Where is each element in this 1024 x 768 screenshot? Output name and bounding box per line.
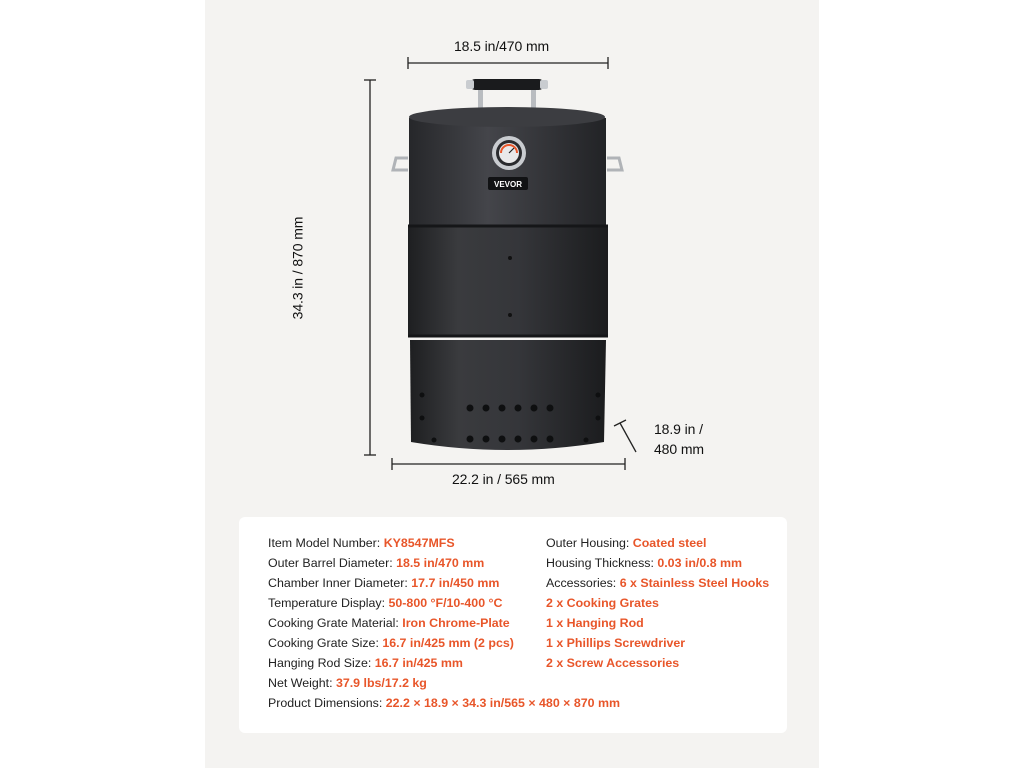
spec-label: Cooking Grate Material: bbox=[268, 616, 403, 630]
spec-row bbox=[546, 636, 769, 656]
spec-value: 2 x Screw Accessories bbox=[546, 656, 680, 670]
spec-row bbox=[546, 616, 769, 636]
spec-label: Chamber Inner Diameter: bbox=[268, 576, 412, 590]
spec-value: Coated steel bbox=[632, 536, 707, 550]
spec-label: Hanging Rod Size: bbox=[268, 656, 375, 670]
depth-label-line2: 480 mm bbox=[654, 441, 704, 457]
spec-label: Accessories: bbox=[546, 576, 620, 590]
spec-value: 0.03 in/0.8 mm bbox=[657, 556, 743, 570]
spec-value: 17.7 in/450 mm bbox=[411, 576, 500, 590]
spec-value: KY8547MFS bbox=[383, 536, 455, 550]
spec-row bbox=[268, 696, 620, 716]
depth-label bbox=[654, 419, 704, 459]
smoker-middle-section bbox=[408, 226, 608, 336]
thermometer-icon bbox=[492, 136, 526, 170]
spec-row bbox=[546, 576, 769, 596]
spec-label: Product Dimensions: bbox=[268, 696, 386, 710]
brand-logo: VEVOR bbox=[493, 180, 523, 189]
spec-label: Net Weight: bbox=[268, 676, 336, 690]
spec-value: 16.7 in/425 mm (2 pcs) bbox=[382, 636, 514, 650]
spec-value: 2 x Cooking Grates bbox=[546, 596, 659, 610]
spec-row bbox=[268, 676, 620, 696]
spec-value: 6 x Stainless Steel Hooks bbox=[619, 576, 770, 590]
spec-value: 22.2 × 18.9 × 34.3 in/565 × 480 × 870 mm bbox=[385, 696, 620, 710]
spec-label: Cooking Grate Size: bbox=[268, 636, 383, 650]
spec-row bbox=[546, 536, 769, 556]
spec-value: 1 x Phillips Screwdriver bbox=[546, 636, 686, 650]
spec-row bbox=[546, 596, 769, 616]
spec-value: 37.9 lbs/17.2 kg bbox=[335, 676, 427, 690]
spec-row bbox=[546, 556, 769, 576]
spec-row bbox=[546, 656, 769, 676]
spec-card bbox=[239, 517, 787, 733]
width-bottom-label: 22.2 in / 565 mm bbox=[452, 471, 555, 487]
smoker-base-section bbox=[410, 340, 606, 450]
depth-label-line1: 18.9 in / bbox=[654, 421, 703, 437]
spec-label: Outer Housing: bbox=[546, 536, 633, 550]
spec-value: 50-800 °F/10-400 °C bbox=[388, 596, 503, 610]
spec-label: Housing Thickness: bbox=[546, 556, 658, 570]
spec-label: Temperature Display: bbox=[268, 596, 389, 610]
spec-value: 1 x Hanging Rod bbox=[546, 616, 644, 630]
spec-value: Iron Chrome-Plate bbox=[402, 616, 510, 630]
height-label: 34.3 in / 870 mm bbox=[289, 216, 306, 320]
spec-column-right bbox=[546, 536, 769, 676]
spec-label: Outer Barrel Diameter: bbox=[268, 556, 397, 570]
spec-value: 18.5 in/470 mm bbox=[396, 556, 485, 570]
width-top-label: 18.5 in/470 mm bbox=[454, 38, 550, 54]
spec-value: 16.7 in/425 mm bbox=[374, 656, 463, 670]
spec-label: Item Model Number: bbox=[268, 536, 384, 550]
